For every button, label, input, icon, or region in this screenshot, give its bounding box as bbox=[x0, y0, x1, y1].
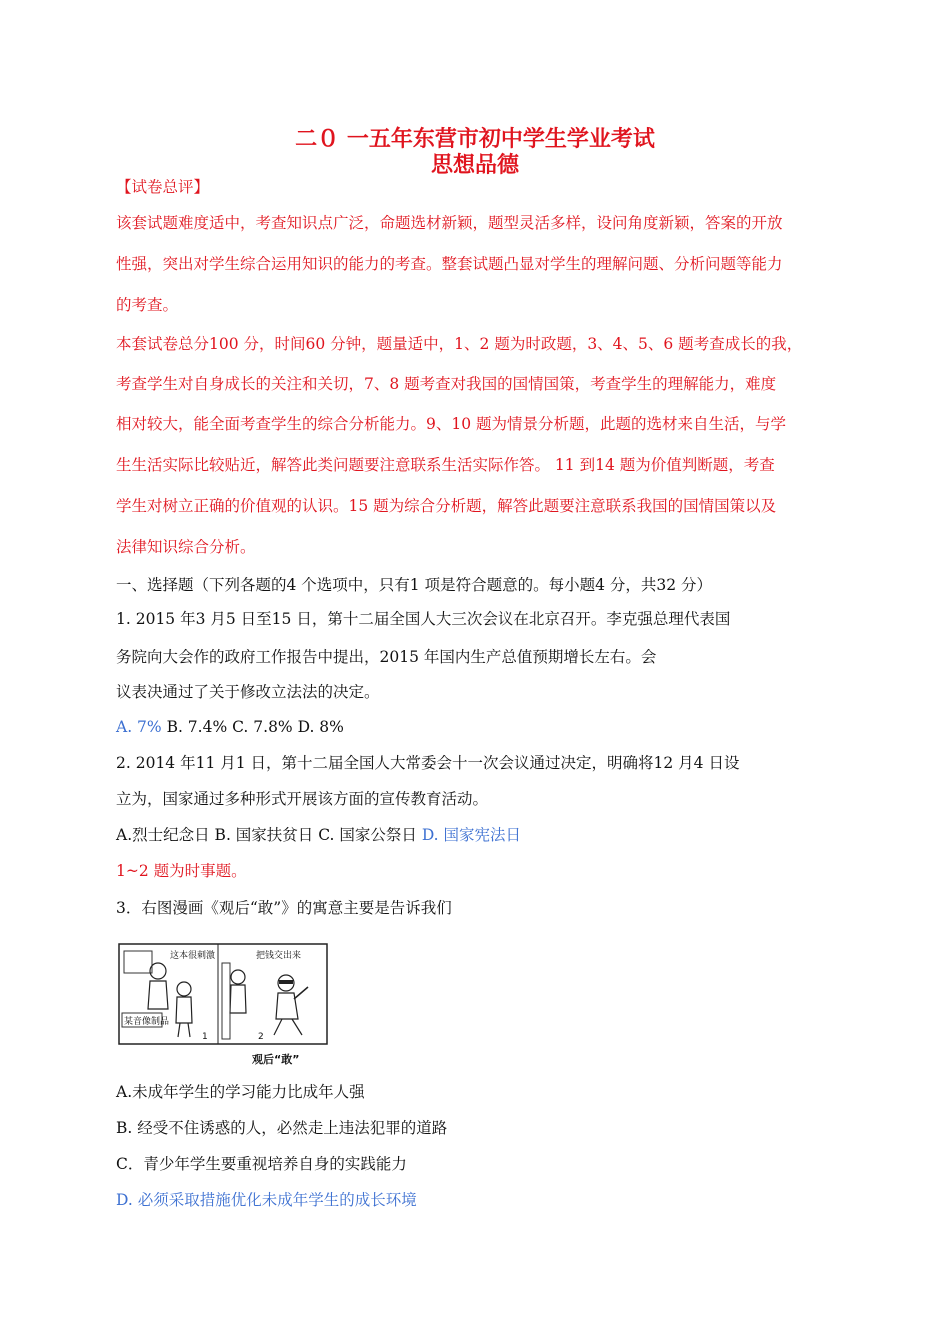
review-p2-line: 法律知识综合分析。 bbox=[116, 538, 256, 556]
review-p2-line: 生生活实际比较贴近，解答此类问题要注意联系生活实际作答。 11 到14 题为价值判断题，考查 bbox=[116, 456, 775, 474]
q1-stem-line: 务院向大会作的政府工作报告中提出，2015 年国内生产总值预期增长左右。会 bbox=[116, 648, 657, 666]
review-p2-line: 相对较大，能全面考查学生的综合分析能力。9、10 题为情景分析题，此题的选材来自生活，与学 bbox=[116, 415, 787, 433]
q3-option-d-answer: D. 必须采取措施优化未成年学生的成长环境 bbox=[116, 1191, 417, 1209]
note-current-affairs: 1~2 题为时事题。 bbox=[116, 862, 247, 880]
q3-option-a: A.未成年学生的学习能力比成年人强 bbox=[116, 1083, 365, 1101]
review-p1-line: 的考查。 bbox=[116, 296, 179, 314]
q2-answer: D. 国家宪法日 bbox=[421, 826, 522, 844]
review-p1-line: 该套试题难度适中，考查知识点广泛，命题选材新颖，题型灵活多样，设问角度新颖，答案的开放 bbox=[116, 214, 783, 232]
shop-sign: 某音像制品 bbox=[124, 1017, 170, 1027]
exam-title: 二０ 一五年东营市初中学生学业考试 bbox=[295, 126, 655, 152]
review-heading: 【试卷总评】 bbox=[116, 178, 210, 196]
q2-options bbox=[116, 824, 521, 846]
review-p2-line: 学生对树立正确的价值观的认识。15 题为综合分析题，解答此题要注意联系我国的国情国策以及 bbox=[116, 497, 777, 515]
panel-1-number: 1 bbox=[202, 1032, 208, 1042]
panel-2-number: 2 bbox=[258, 1032, 264, 1042]
q1-other-options: B. 7.4% C. 7.8% D. 8% bbox=[161, 718, 344, 736]
q3-option-b: B. 经受不住诱惑的人，必然走上违法犯罪的道路 bbox=[116, 1119, 448, 1137]
cartoon-illustration bbox=[118, 943, 328, 1073]
section-heading: 一、选择题（下列各题的4 个选项中，只有1 项是符合题意的。每小题4 分，共32 分） bbox=[116, 576, 713, 594]
review-p1-line: 性强，突出对学生综合运用知识的能力的考查。整套试题凸显对学生的理解问题、分析问题等能力 bbox=[116, 255, 783, 273]
robber-mask bbox=[279, 980, 293, 984]
q1-options bbox=[116, 716, 344, 738]
exam-subject: 思想品德 bbox=[430, 152, 519, 178]
bubble-1: 这本很刺激 bbox=[170, 951, 216, 961]
q2-stem-line: 立为，国家通过多种形式开展该方面的宣传教育活动。 bbox=[116, 790, 489, 808]
q3-stem: 3．右图漫画《观后“敢”》的寓意主要是告诉我们 bbox=[116, 899, 452, 917]
q1-stem-line: 议表决通过了关于修改立法法的决定。 bbox=[116, 683, 380, 701]
review-p2-line: 本套试卷总分100 分，时间60 分钟，题量适中，1、2 题为时政题，3、4、5、6 题考查成长的我， bbox=[116, 335, 803, 353]
cartoon-caption: 观后“敢” bbox=[252, 1053, 300, 1066]
q1-stem-line: 1. 2015 年3 月5 日至15 日，第十二届全国人大三次会议在北京召开。李克强总理代表国 bbox=[116, 610, 731, 628]
review-p2-line: 考查学生对自身成长的关注和关切，7、8 题考查对我国的国情国策，考查学生的理解能力，难度 bbox=[116, 375, 777, 393]
q1-answer: A. 7% bbox=[116, 718, 162, 736]
q2-stem-line: 2. 2014 年11 月1 日，第十二届全国人大常委会十一次会议通过决定，明确将12 月4 日设 bbox=[116, 754, 740, 772]
q3-option-c: C．青少年学生要重视培养自身的实践能力 bbox=[116, 1155, 407, 1173]
bubble-2: 把钱交出来 bbox=[256, 951, 302, 961]
q2-other-options: A.烈士纪念日 B. 国家扶贫日 C. 国家公祭日 bbox=[116, 826, 422, 844]
